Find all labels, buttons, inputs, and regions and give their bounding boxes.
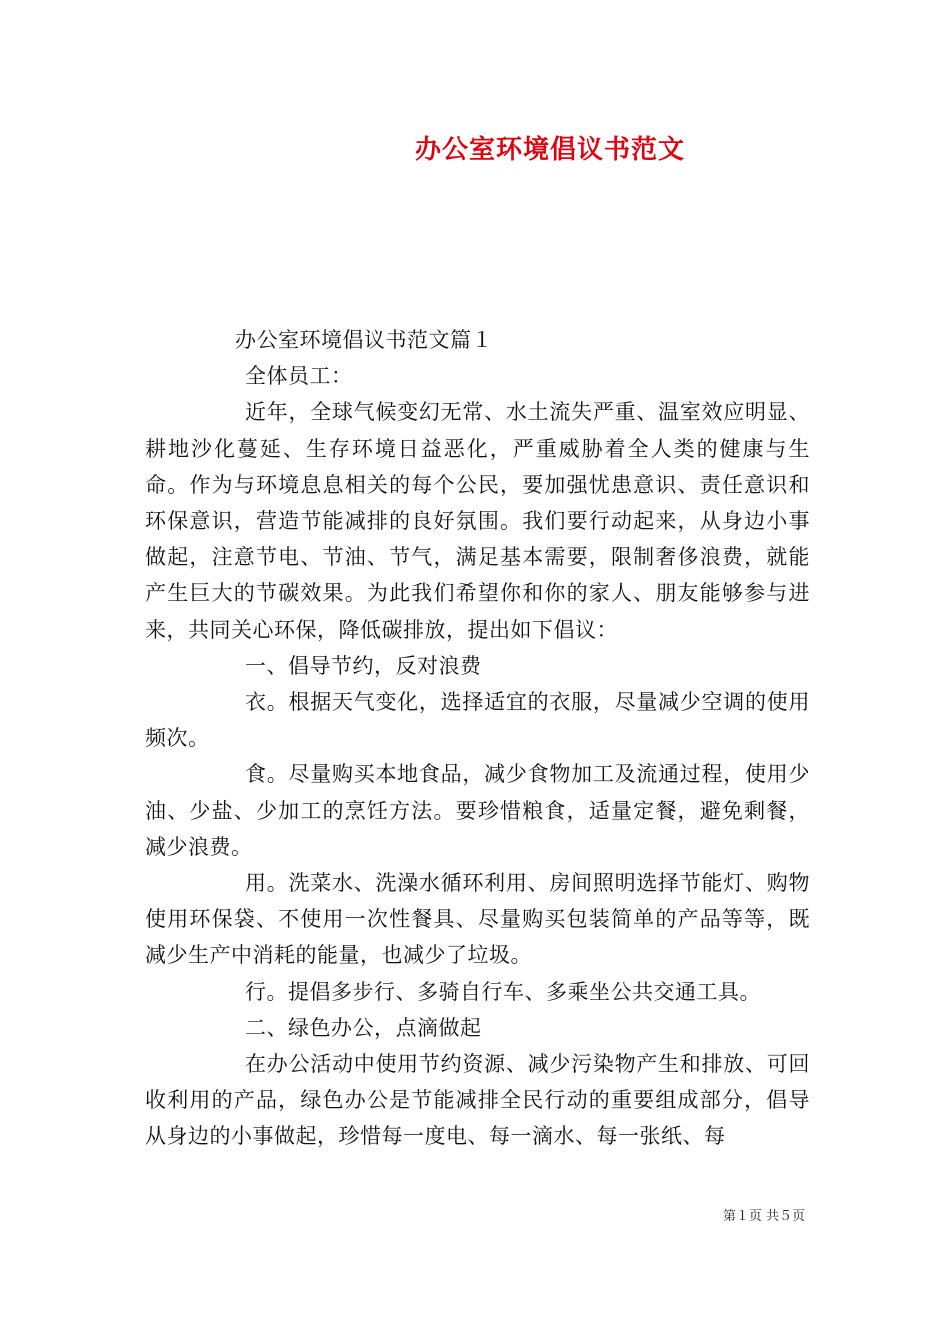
section-heading-1: 一、倡导节约，反对浪费 (245, 653, 482, 678)
body-paragraph-use: 用。洗菜水、洗澡水循环利用、房间照明选择节能灯、购物使用环保袋、不使用一次性餐具、尽量购买包装简单的产品等等，既减少生产中消耗的能量，也减少了垃圾。 (145, 871, 810, 968)
body-paragraph-clothing: 衣。根据天气变化，选择适宜的衣服，尽量减少空调的使用频次。 (145, 690, 810, 751)
page-indicator: 第１页 共５页 (722, 1209, 805, 1224)
body-paragraph-green-office: 在办公活动中使用节约资源、减少污染物产生和排放、可回收利用的产品，绿色办公是节能减排全民行动的重要组成部分，倡导从身边的小事做起，珍惜每一度电、每一滴水、每一张纸、每 (145, 1052, 810, 1149)
document-subtitle: 办公室环境倡议书范文篇１ (235, 328, 493, 352)
body-paragraph-intro: 近年，全球气候变幻无常、水土流失严重、温室效应明显、耕地沙化蔓延、生存环境日益恶化，严重威胁着全人类的健康与生命。作为与环境息息相关的每个公民，要加强忧患意识、责任意识和环保意识，营造节能减排的良好氛围。我们要行动起来，从身边小事做起，注意节电、节油、节气，满足基本需要，限制奢侈浪费，就能产生巨大的节碳效果。为此我们希望你和你的家人、朋友能够参与进来，共同关心环保，降低碳排放，提出如下倡议： (145, 400, 810, 642)
body-paragraph-travel: 行。提倡多步行、多骑自行车、多乘坐公共交通工具。 (245, 979, 761, 1004)
page-title: 办公室环境倡议书范文 (414, 135, 685, 165)
section-heading-2: 二、绿色办公，点滴做起 (245, 1015, 482, 1040)
document-body (145, 322, 810, 1155)
body-paragraph-food: 食。尽量购买本地食品，减少食物加工及流通过程，使用少油、少盐、少加工的烹饪方法。要珍惜粮食，适量定餐，避免剩餐，减少浪费。 (145, 762, 810, 859)
salutation: 全体员工： (245, 364, 353, 389)
